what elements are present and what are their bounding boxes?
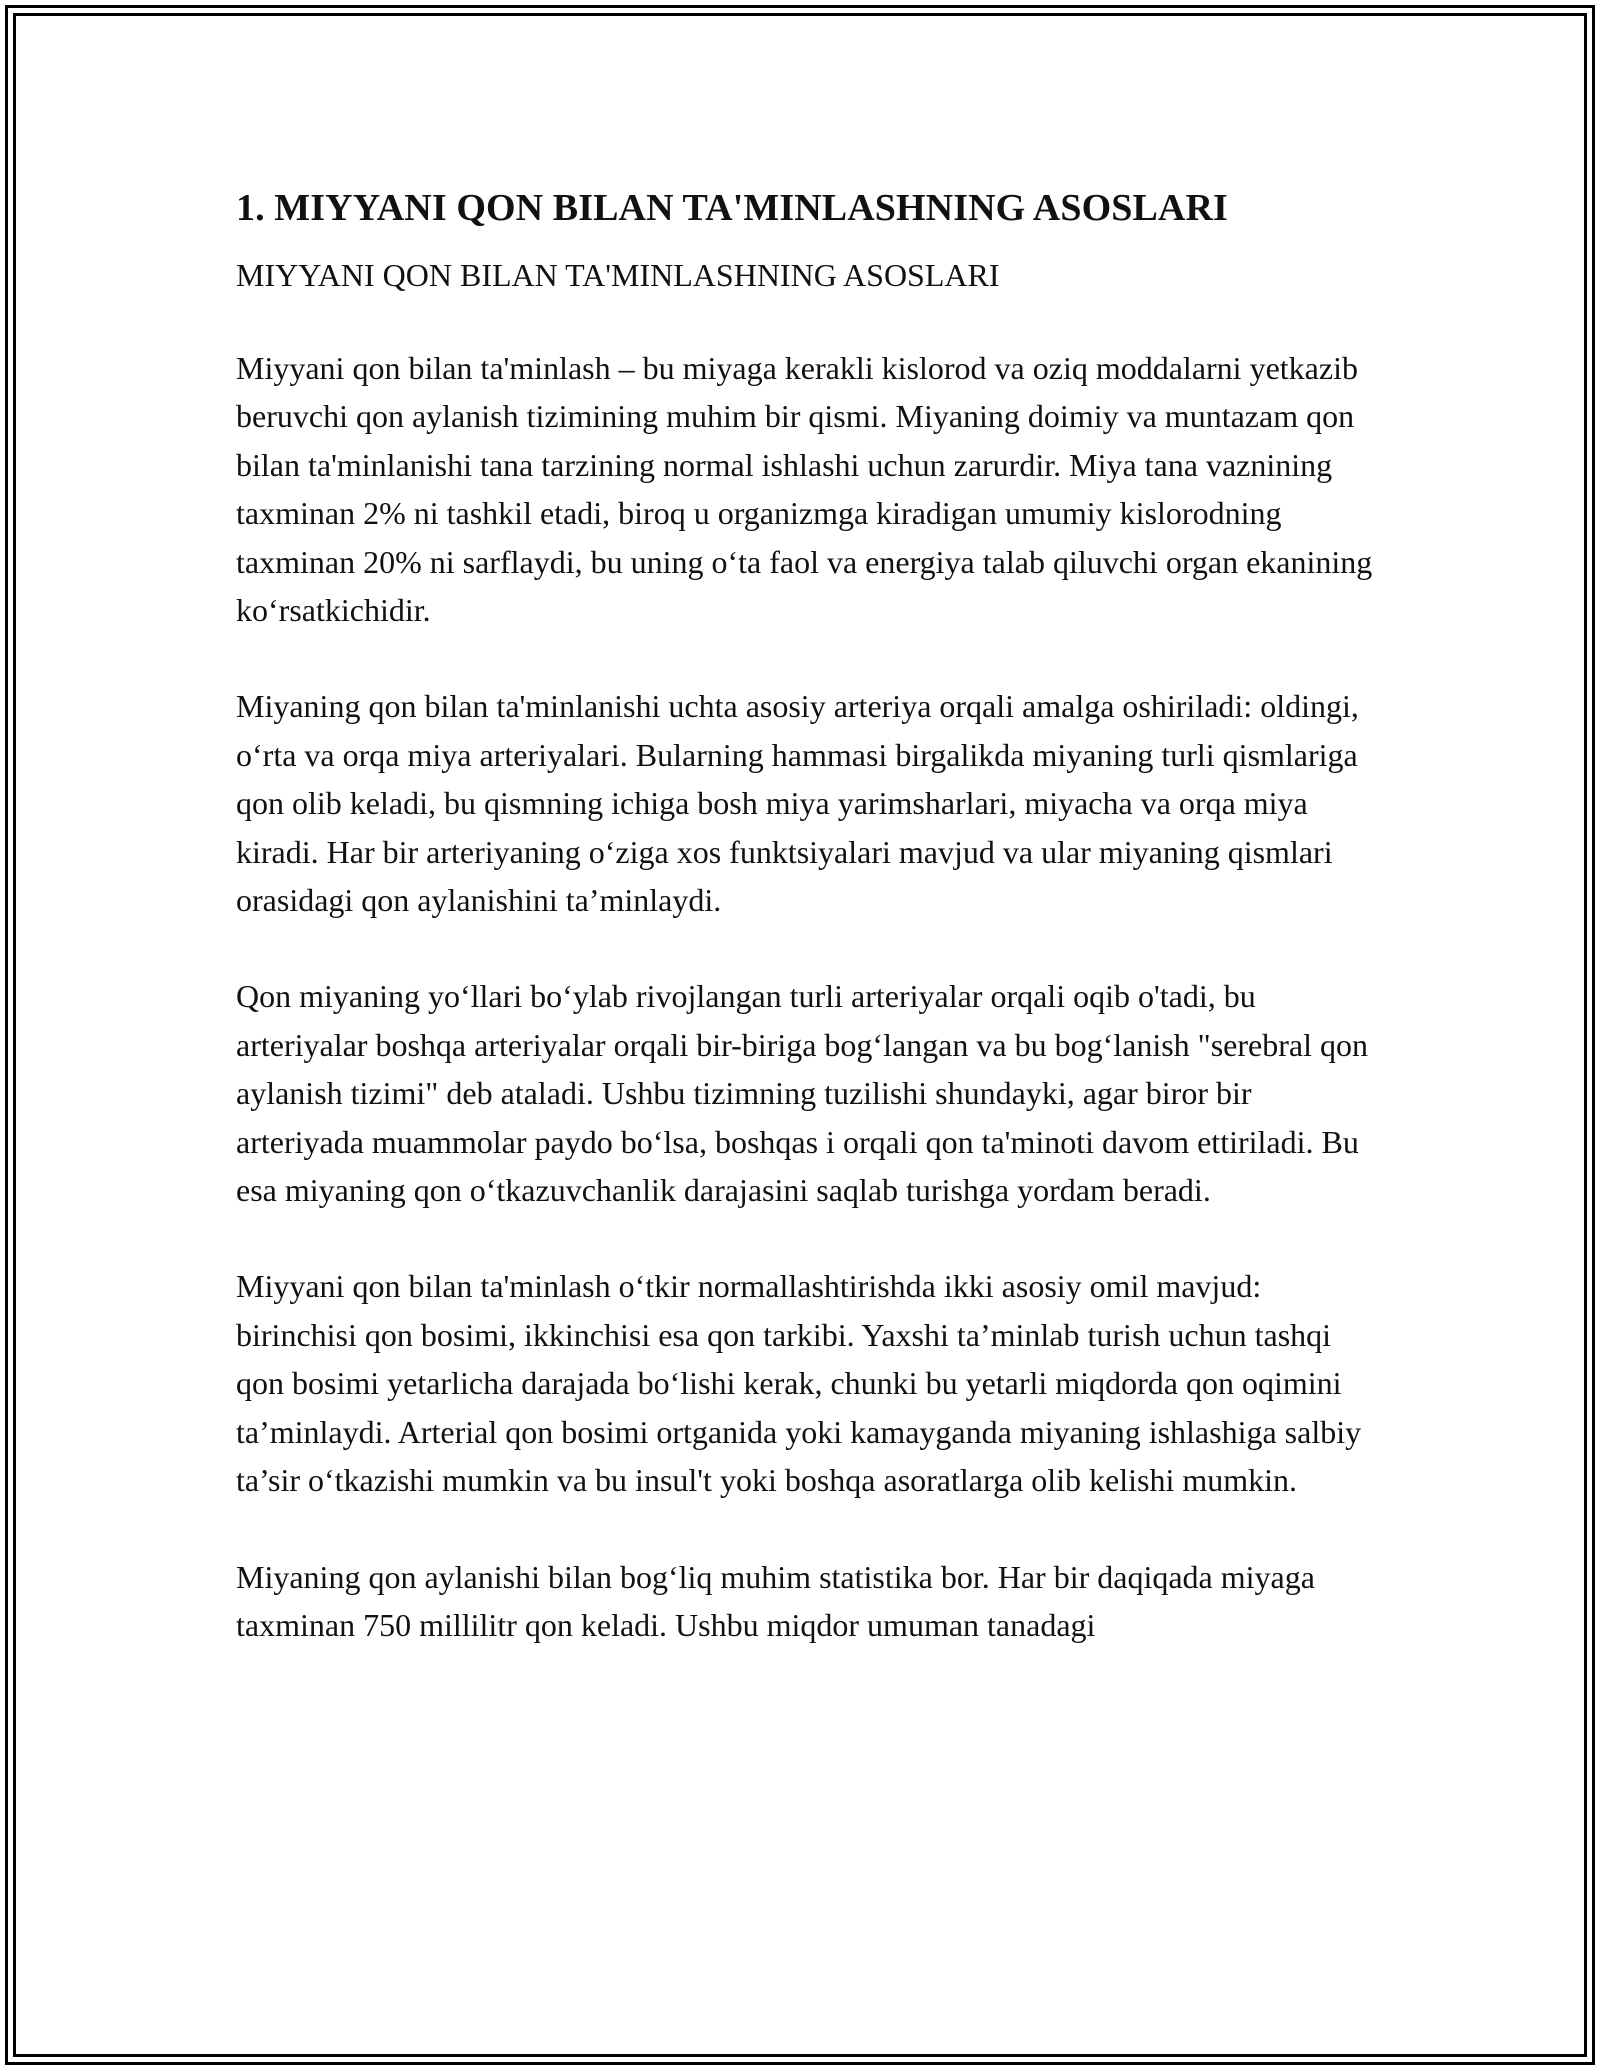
section-heading: 1. MIYYANI QON BILAN TA'MINLASHNING ASOSLARI	[236, 187, 1228, 229]
section-subheading: MIYYANI QON BILAN TA'MINLASHNING ASOSLARI	[236, 256, 1000, 293]
document-body	[236, 186, 1376, 1649]
paragraph-4: Miyyani qon bilan ta'minlash oʻtkir normallashtirishda ikki asosiy omil mavjud: birinchisi qon bosimi, ikkinchisi esa qon tarkibi. Yaxshi ta’minlab turish uchun tashqi qon bosimi yetarlicha darajada boʻlishi kerak, chunki bu yetarli miqdorda qon oqimini ta’minlaydi. Arterial qon bosimi ortganida yoki kamayganda miyaning ishlashiga salbiy ta’sir oʻtkazishi mumkin va bu insul't yoki boshqa asoratlarga olib kelishi mumkin.	[236, 1268, 1362, 1499]
paragraph-1: Miyyani qon bilan ta'minlash – bu miyaga kerakli kislorod va oziq moddalarni yetkazib beruvchi qon aylanish tizimining muhim bir qismi. Miyaning doimiy va muntazam qon bilan ta'minlanishi tana tarzining normal ishlashi uchun zarurdir. Miya tana vaznining taxminan 2% ni tashkil etadi, biroq u organizmga kiradigan umumiy kislorodning taxminan 20% ni sarflaydi, bu uning oʻta faol va energiya talab qiluvchi organ ekanining koʻrsatkichidir.	[236, 349, 1373, 629]
paragraph-3: Qon miyaning yoʻllari boʻylab rivojlangan turli arteriyalar orqali oqib o'tadi, bu arteriyalar boshqa arteriyalar orqali bir-biriga bogʻlangan va bu bogʻlanish "serebral qon aylanish tizimi" deb ataladi. Ushbu tizimning tuzilishi shundayki, agar biror bir arteriyada muammolar paydo boʻlsa, boshqas i orqali qon ta'minoti davom ettiriladi. Bu esa miyaning qon oʻtkazuvchanlik darajasini saqlab turishga yordam beradi.	[236, 978, 1368, 1209]
paragraph-2: Miyaning qon bilan ta'minlanishi uchta asosiy arteriya orqali amalga oshiriladi: oldingi, oʻrta va orqa miya arteriyalari. Bularning hammasi birgalikda miyaning turli qismlariga qon olib keladi, bu qismning ichiga bosh miya yarimsharlari, miyacha va orqa miya kiradi. Har bir arteriyaning oʻziga xos funktsiyalari mavjud va ular miyaning qismlari orasidagi qon aylanishini ta’minlaydi.	[236, 688, 1359, 919]
paragraph-5: Miyaning qon aylanishi bilan bogʻliq muhim statistika bor. Har bir daqiqada miyaga taxminan 750 millilitr qon keladi. Ushbu miqdor umuman tanadagi	[236, 1558, 1315, 1643]
